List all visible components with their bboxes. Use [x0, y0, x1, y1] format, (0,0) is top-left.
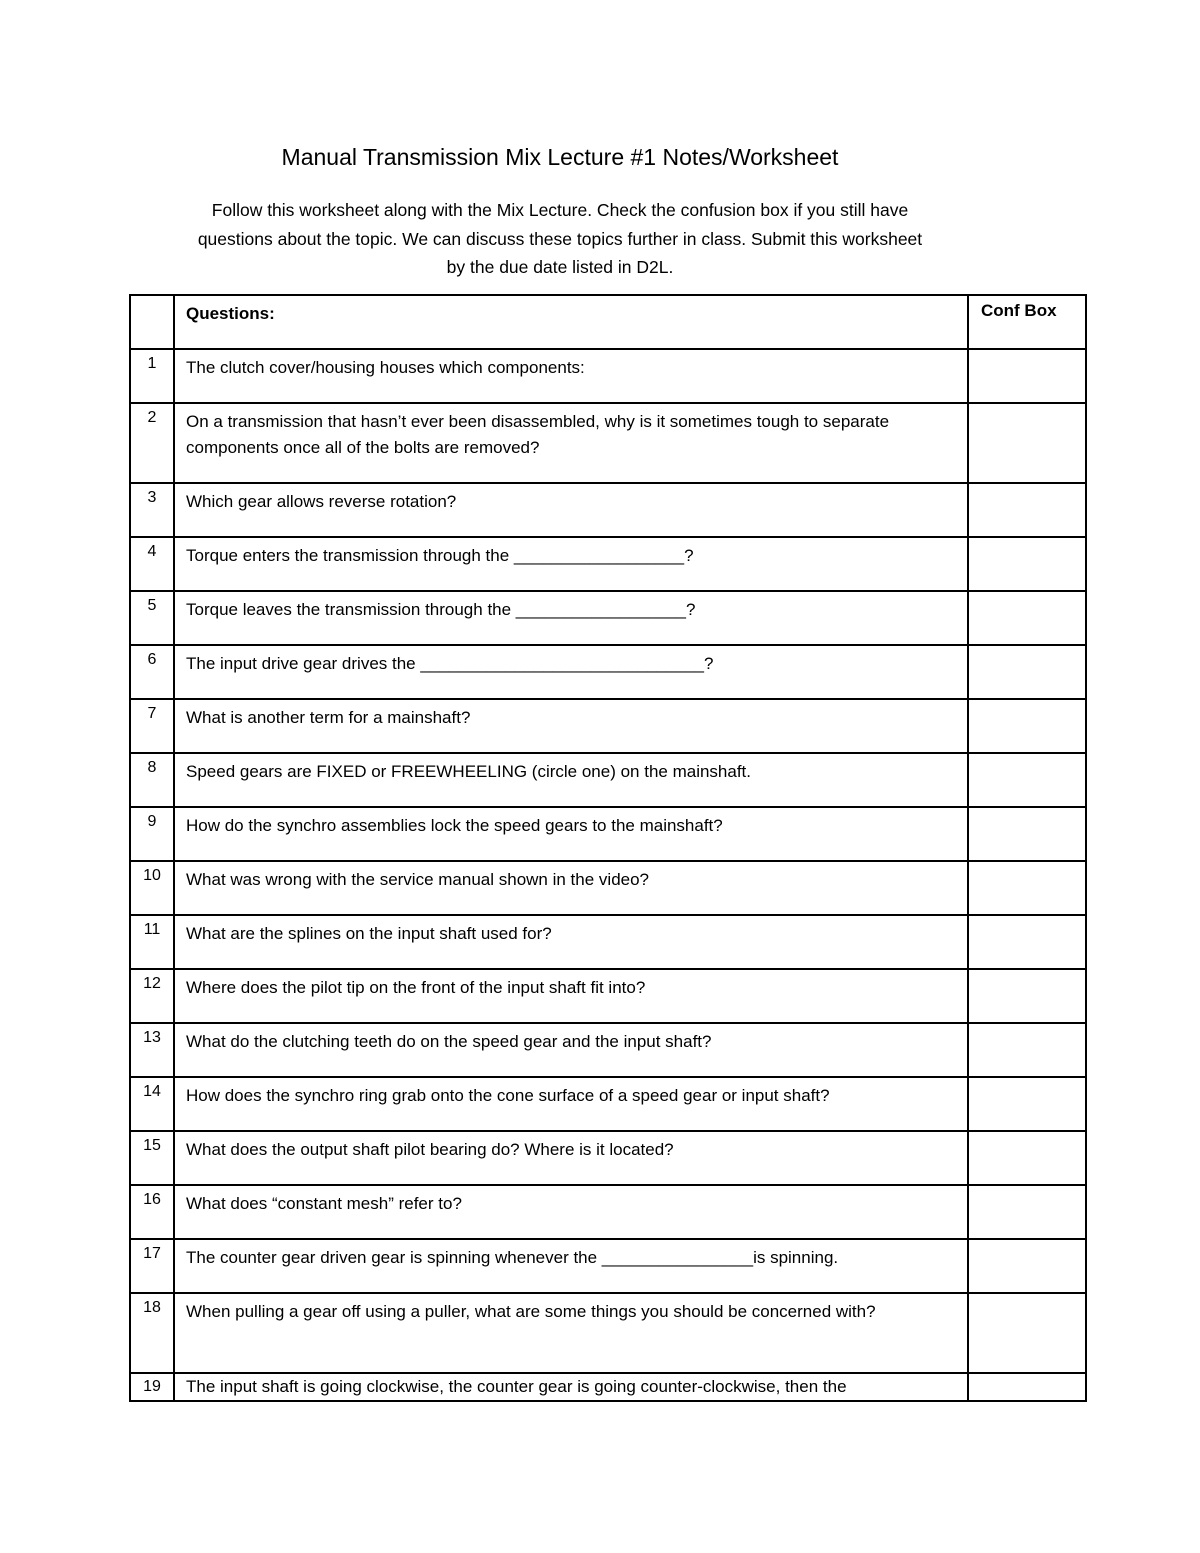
page-title-text: Manual Transmission Mix Lecture #1 Notes/Worksheet	[281, 144, 839, 170]
question-number: 5	[130, 591, 174, 645]
question-number: 16	[130, 1185, 174, 1239]
header-questions-cell: Questions:	[174, 295, 968, 349]
confusion-box[interactable]	[968, 1373, 1086, 1401]
table-row	[130, 483, 1086, 537]
question-text: What is another term for a mainshaft?	[174, 699, 968, 753]
question-text: What do the clutching teeth do on the speed gear and the input shaft?	[174, 1023, 968, 1077]
question-number: 4	[130, 537, 174, 591]
table-row	[130, 1023, 1086, 1077]
question-number: 15	[130, 1131, 174, 1185]
question-text: The counter gear driven gear is spinning whenever the ________________is spinning.	[174, 1239, 968, 1293]
table-header-row	[130, 295, 1086, 349]
question-text: Where does the pilot tip on the front of the input shaft fit into?	[174, 969, 968, 1023]
header-number-cell	[130, 295, 174, 349]
confusion-box[interactable]	[968, 969, 1086, 1023]
question-text: The input shaft is going clockwise, the counter gear is going counter-clockwise, then the	[174, 1373, 968, 1401]
confusion-box[interactable]	[968, 1185, 1086, 1239]
question-number: 14	[130, 1077, 174, 1131]
table-row	[130, 537, 1086, 591]
question-number: 6	[130, 645, 174, 699]
table-row	[130, 807, 1086, 861]
table-row	[130, 861, 1086, 915]
confusion-box[interactable]	[968, 1293, 1086, 1373]
question-number: 10	[130, 861, 174, 915]
confusion-box[interactable]	[968, 403, 1086, 483]
question-text: What does “constant mesh” refer to?	[174, 1185, 968, 1239]
question-number: 9	[130, 807, 174, 861]
question-number: 13	[130, 1023, 174, 1077]
confusion-box[interactable]	[968, 861, 1086, 915]
question-text: What does the output shaft pilot bearing do? Where is it located?	[174, 1131, 968, 1185]
table-row	[130, 699, 1086, 753]
question-number: 7	[130, 699, 174, 753]
question-text: Torque enters the transmission through the __________________?	[174, 537, 968, 591]
intro-line-1: Follow this worksheet along with the Mix Lecture. Check the confusion box if you still have	[211, 200, 909, 220]
table-row	[130, 349, 1086, 403]
table-row	[130, 1131, 1086, 1185]
table-row	[130, 403, 1086, 483]
confusion-box[interactable]	[968, 699, 1086, 753]
worksheet-table	[129, 294, 1087, 1402]
confusion-box[interactable]	[968, 915, 1086, 969]
question-number: 1	[130, 349, 174, 403]
question-text: Speed gears are FIXED or FREEWHEELING (circle one) on the mainshaft.	[174, 753, 968, 807]
confusion-box[interactable]	[968, 591, 1086, 645]
question-number: 2	[130, 403, 174, 483]
question-text: How do the synchro assemblies lock the speed gears to the mainshaft?	[174, 807, 968, 861]
question-text: The clutch cover/housing houses which components:	[174, 349, 968, 403]
confusion-box[interactable]	[968, 1131, 1086, 1185]
confusion-box[interactable]	[968, 753, 1086, 807]
intro-paragraph	[130, 196, 990, 282]
table-row	[130, 645, 1086, 699]
question-number: 8	[130, 753, 174, 807]
confusion-box[interactable]	[968, 537, 1086, 591]
question-number: 17	[130, 1239, 174, 1293]
table-row	[130, 1373, 1086, 1401]
question-text: How does the synchro ring grab onto the cone surface of a speed gear or input shaft?	[174, 1077, 968, 1131]
intro-line-2: questions about the topic. We can discuss these topics further in class. Submit this worksheet	[197, 228, 923, 249]
question-text: What are the splines on the input shaft used for?	[174, 915, 968, 969]
question-number: 3	[130, 483, 174, 537]
question-number: 11	[130, 915, 174, 969]
question-text: Torque leaves the transmission through the __________________?	[174, 591, 968, 645]
question-text: When pulling a gear off using a puller, what are some things you should be concerned with?	[174, 1293, 968, 1373]
table-row	[130, 1077, 1086, 1131]
confusion-box[interactable]	[968, 807, 1086, 861]
table-row	[130, 969, 1086, 1023]
confusion-box[interactable]	[968, 645, 1086, 699]
confusion-box[interactable]	[968, 349, 1086, 403]
question-number: 12	[130, 969, 174, 1023]
question-text: On a transmission that hasn’t ever been disassembled, why is it sometimes tough to separate components once all of the bolts are removed?	[174, 403, 968, 483]
intro-line-3: by the due date listed in D2L.	[446, 257, 674, 277]
table-row	[130, 1239, 1086, 1293]
table-row	[130, 1293, 1086, 1373]
question-text: Which gear allows reverse rotation?	[174, 483, 968, 537]
question-number: 19	[130, 1373, 174, 1401]
confusion-box[interactable]	[968, 1239, 1086, 1293]
confusion-box[interactable]	[968, 1077, 1086, 1131]
confusion-box[interactable]	[968, 1023, 1086, 1077]
question-text: The input drive gear drives the ______________________________?	[174, 645, 968, 699]
confusion-box[interactable]	[968, 483, 1086, 537]
header-conf-box-cell: Conf Box	[968, 295, 1086, 349]
table-row	[130, 591, 1086, 645]
table-row	[130, 1185, 1086, 1239]
page-title	[0, 144, 1120, 171]
question-number: 18	[130, 1293, 174, 1373]
table-row	[130, 915, 1086, 969]
question-text: What was wrong with the service manual shown in the video?	[174, 861, 968, 915]
table-row	[130, 753, 1086, 807]
